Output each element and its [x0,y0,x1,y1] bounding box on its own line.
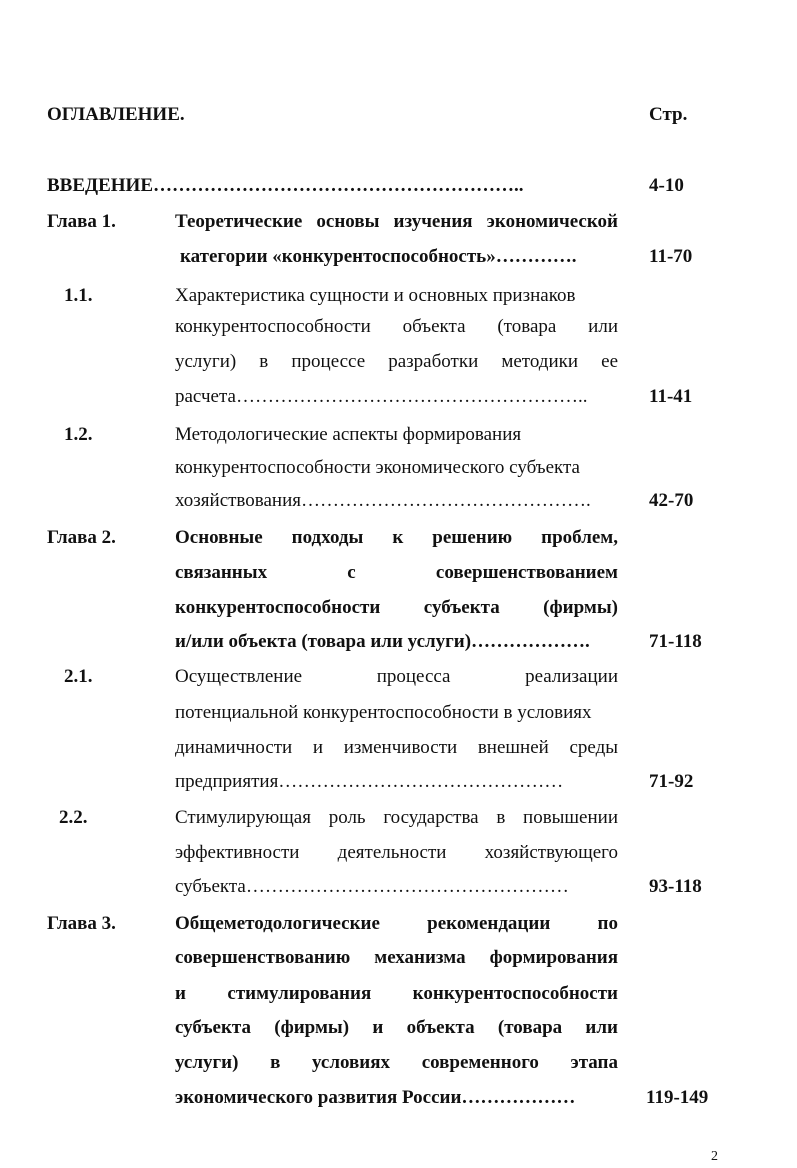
chapter-3-title-line: и стимулирования конкурентоспособности [175,983,618,1004]
section-1-1-title-line: расчета……………………………………………….. [175,386,588,407]
section-1-1-title-line: услуги) в процессе разработки методики ее [175,351,618,372]
section-2-2-title-line: субъекта…………………………………………… [175,876,569,897]
chapter-1-title-line: Теоретические основы изучения экономической [175,211,618,232]
section-2-1-title-line: Осуществление процесса реализации [175,666,618,687]
section-1-2-pages: 42-70 [649,490,694,511]
chapter-3-title-line: Общеметодологические рекомендации по [175,913,618,934]
page-number: 2 [711,1149,718,1164]
toc-intro-pages: 4-10 [649,175,684,196]
page-column-heading: Стр. [649,104,688,125]
section-1-2-title-line: хозяйствования………………………………………. [175,490,591,511]
chapter-1-label: Глава 1. [47,211,116,232]
section-2-2-title-line: эффективности деятельности хозяйствующего [175,842,618,863]
section-2-1-pages: 71-92 [649,771,694,792]
chapter-2-title-line: связанных с совершенствованием [175,562,618,583]
section-2-2-title-line: Стимулирующая роль государства в повышении [175,807,618,828]
section-2-1-title-line: динамичности и изменчивости внешней среды [175,737,618,758]
section-2-2-label: 2.2. [59,807,88,828]
toc-intro-title: ВВЕДЕНИЕ………………………………………………….. [47,175,524,196]
chapter-2-pages: 71-118 [649,631,702,652]
section-1-1-title-line: Характеристика сущности и основных признаков [175,285,576,306]
chapter-1-title-line: категории «конкурентоспособность»…………. [180,246,577,267]
chapter-2-label: Глава 2. [47,527,116,548]
section-2-2-pages: 93-118 [649,876,702,897]
chapter-3-title-line: совершенствованию механизма формирования [175,947,618,968]
section-1-1-label: 1.1. [64,285,93,306]
section-1-2-title-line: Методологические аспекты формирования [175,424,522,445]
chapter-3-title-line: субъекта (фирмы) и объекта (товара или [175,1017,618,1038]
chapter-2-title-line: конкурентоспособности субъекта (фирмы) [175,597,618,618]
section-1-1-pages: 11-41 [649,386,693,407]
section-1-1-title-line: конкурентоспособности объекта (товара или [175,316,618,337]
chapter-2-title-line: Основные подходы к решению проблем, [175,527,618,548]
chapter-2-title-line: и/или объекта (товара или услуги)………………. [175,631,590,652]
chapter-3-pages: 119-149 [646,1087,709,1108]
section-2-1-label: 2.1. [64,666,93,687]
chapter-1-pages: 11-70 [649,246,693,267]
section-2-1-title-line: потенциальной конкурентоспособности в условиях [175,702,592,723]
section-1-2-title-line: конкурентоспособности экономического субъекта [175,457,580,478]
toc-heading: ОГЛАВЛЕНИЕ. [47,104,185,125]
chapter-3-label: Глава 3. [47,913,116,934]
section-2-1-title-line: предприятия……………………………………… [175,771,564,792]
chapter-3-title-line: услуги) в условиях современного этапа [175,1052,618,1073]
section-1-2-label: 1.2. [64,424,93,445]
chapter-3-title-line: экономического развития России……………… [175,1087,576,1108]
